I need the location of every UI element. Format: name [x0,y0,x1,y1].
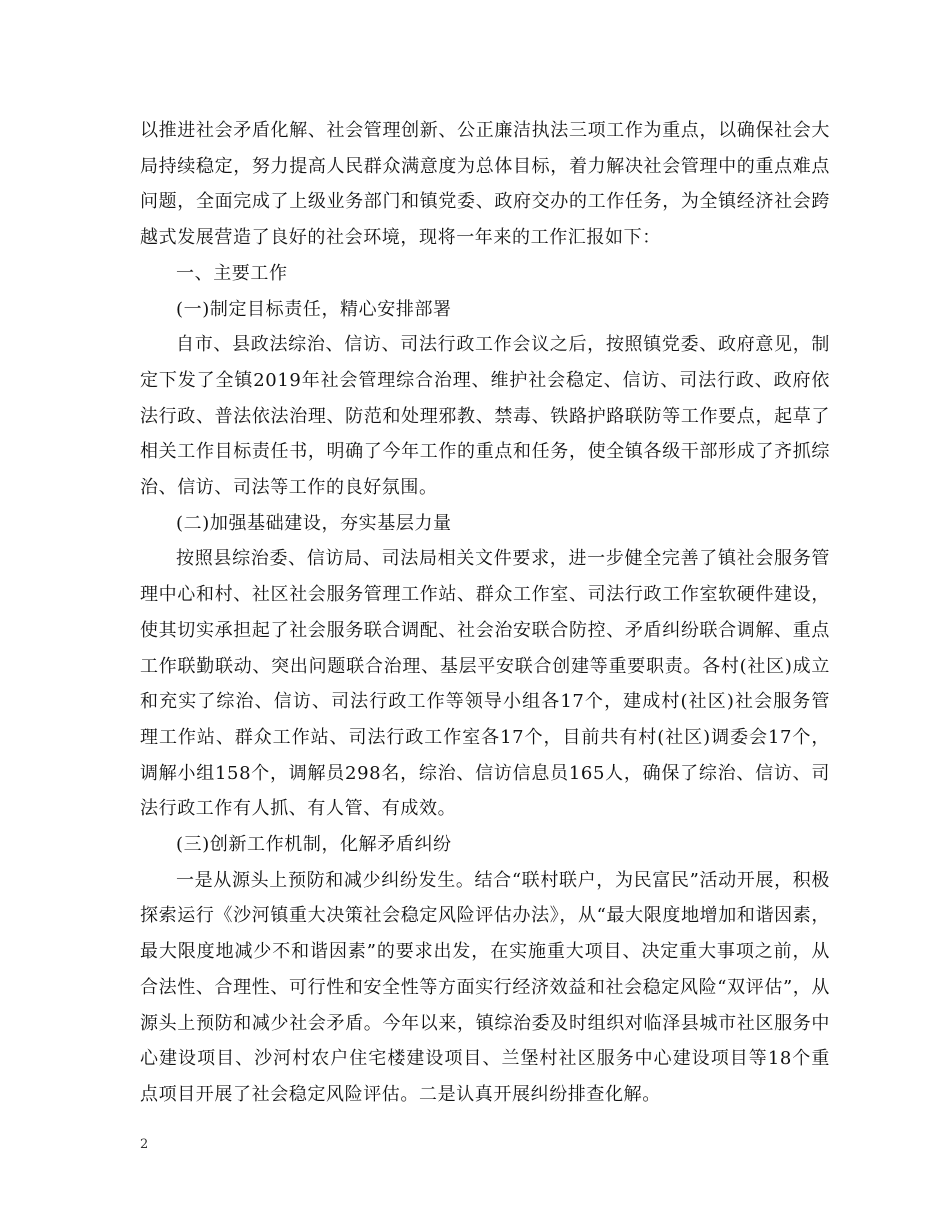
intro-paragraph: 以推进社会矛盾化解、社会管理创新、公正廉洁执法三项工作为重点，以确保社会大局持续稳定，努力提高人民群众满意度为总体目标，着力解决社会管理中的重点难点问题，全面完成了上级业务部门和镇党委、政府交办的工作任务，为全镇经济社会跨越式发展营造了良好的社会环境，现将一年来的工作汇报如下： [140,120,830,249]
document-body [140,113,830,1113]
subheading-2: (二)加强基础建设，夯实基层力量 [176,512,452,534]
subheading-1: (一)制定目标责任，精心安排部署 [176,298,452,320]
subheading-3: (三)创新工作机制，化解矛盾纠纷 [176,834,452,856]
page-number: 2 [140,1137,149,1152]
paragraph-infrastructure: 按照县综治委、信访局、司法局相关文件要求，进一步健全完善了镇社会服务管理中心和村、社区社会服务管理工作站、群众工作室、司法行政工作室软硬件建设，使其切实承担起了社会服务联合调配、社会治安联合防控、矛盾纠纷联合调解、重点工作联勤联动、突出问题联合治理、基层平安联合创建等重要职责。各村(社区)成立和充实了综治、信访、司法行政工作等领导小组各17个，建成村(社区)社会服务管理工作站、群众工作站、司法行政工作室各17个，目前共有村(社区)调委会17个，调解小组158个，调解员298名，综治、信访信息员165人，确保了综治、信访、司法行政工作有人抓、有人管、有成效。 [140,548,830,820]
paragraph-mechanism: 一是从源头上预防和减少纠纷发生。结合“联村联户，为民富民”活动开展，积极探索运行《沙河镇重大决策社会稳定风险评估办法》，从“最大限度地增加和谐因素，最大限度地减少不和谐因素”的要求出发，在实施重大项目、决定重大事项之前，从合法性、合理性、可行性和安全性等方面实行经济效益和社会稳定风险“双评估”，从源头上预防和减少社会矛盾。今年以来，镇综治委及时组织对临泽县城市社区服务中心建设项目、沙河村农户住宅楼建设项目、兰堡村社区服务中心建设项目等18个重点项目开展了社会稳定风险评估。二是认真开展纠纷排查化解。 [140,869,830,1105]
section-heading-main-work: 一、主要工作 [176,262,288,284]
paragraph-targets: 自市、县政法综治、信访、司法行政工作会议之后，按照镇党委、政府意见，制定下发了全镇2019年社会管理综合治理、维护社会稳定、信访、司法行政、政府依法行政、普法依法治理、防范和处理邪教、禁毒、铁路护路联防等工作要点，起草了相关工作目标责任书，明确了今年工作的重点和任务，使全镇各级干部形成了齐抓综治、信访、司法等工作的良好氛围。 [140,334,830,499]
